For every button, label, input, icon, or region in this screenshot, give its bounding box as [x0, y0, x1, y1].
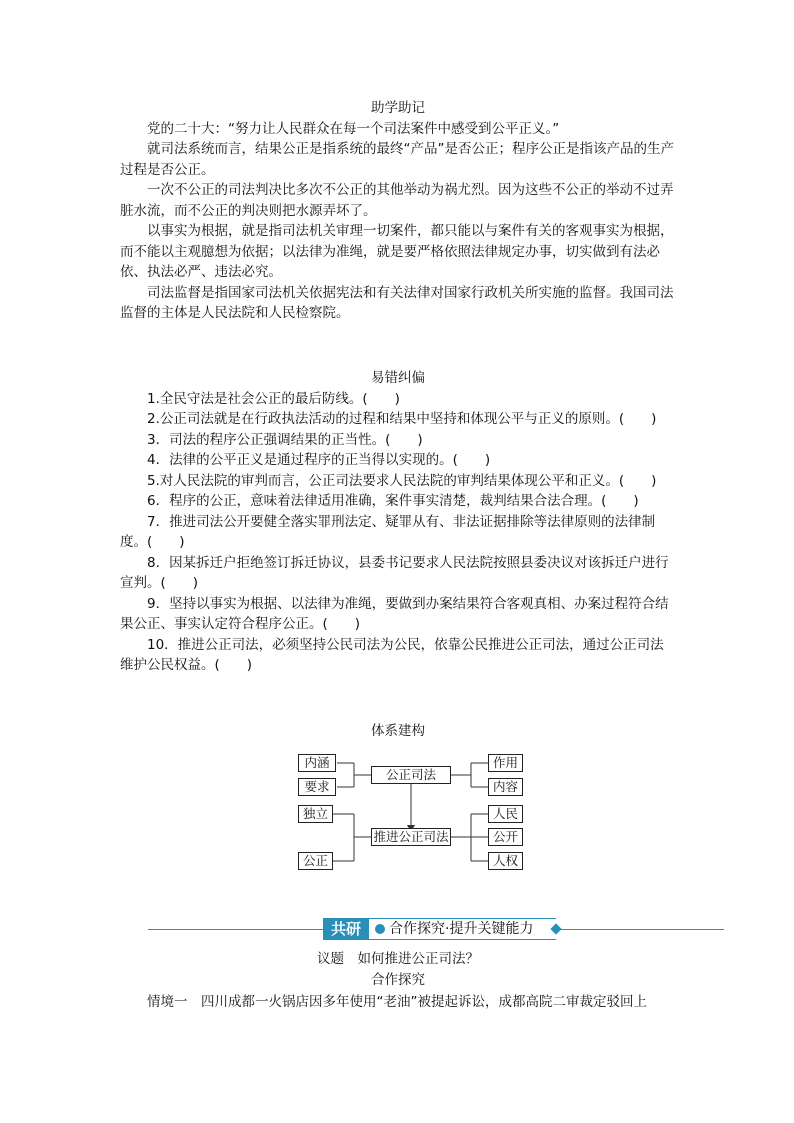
study-note-paragraph: 一次不公正的司法判决比多次不公正的其他举动为祸尤烈。因为这些不公正的举动不过弄脏水流，而不公正的判决则把水源弄坏了。 — [120, 182, 674, 219]
topic-subtitle: 合作探究 — [371, 972, 425, 988]
error-corrections-title: 易错纠偏 — [371, 370, 425, 386]
true-false-item: 1.全民守法是社会公正的最后防线。( ) — [147, 390, 400, 407]
system-map-title: 体系建构 — [371, 723, 425, 739]
true-false-item: 2.公正司法就是在行政执法活动的过程和结果中坚持和体现公平与正义的原则。( ) — [147, 411, 657, 427]
study-note-paragraph: 司法监督是指国家司法机关依据宪法和有关法律对国家行政机关所实施的监督。我国司法监督的主体是人民法院和人民检察院。 — [120, 284, 674, 321]
true-false-item: 8．因某拆迁户拒绝签订拆迁协议，县委书记要求人民法院按照县委决议对该拆迁户进行宣判。( ) — [120, 554, 669, 591]
node-left-top-1: 内涵 — [298, 754, 336, 772]
node-right-bottom-1: 人民 — [488, 805, 523, 823]
topic-title: 议题 如何推进公正司法？ — [317, 951, 479, 967]
scenario-text: 情境一 四川成都一火锅店因多年使用“老油”被提起诉讼，成都高院二审裁定驳回上 — [147, 994, 647, 1010]
study-notes-title: 助学助记 — [371, 100, 425, 116]
node-right-bottom-2: 公开 — [488, 828, 523, 846]
node-left-bottom-1: 独立 — [298, 805, 333, 823]
true-false-item: 10．推进公正司法，必须坚持公民司法为公民，依靠公民推进公正司法，通过公正司法维护公民权益。( ) — [120, 636, 664, 673]
banner-right-rule — [560, 929, 724, 930]
true-false-item: 9．坚持以事实为根据、以法律为准绳，要做到办案结果符合客观真相、办案过程符合结果公正、事实认定符合程序公正。( ) — [120, 595, 669, 632]
study-note-paragraph: 就司法系统而言，结果公正是指系统的最终“产品”是否公正；程序公正是指该产品的生产过程是否公正。 — [120, 141, 674, 178]
node-right-top-1: 作用 — [488, 754, 523, 772]
node-center-bottom: 推进公正司法 — [371, 828, 451, 846]
true-false-item: 7．推进司法公开要健全落实罪刑法定、疑罪从有、非法证据排除等法律原则的法律制度。( ) — [120, 513, 656, 550]
node-left-top-2: 要求 — [298, 778, 336, 796]
true-false-item: 5.对人民法院的审判而言，公正司法要求人民法院的审判结果体现公平和正义。( ) — [147, 472, 657, 489]
banner-tag-label: 共研 — [323, 919, 369, 939]
banner-tag-text: 合作探究·提升关键能力 — [389, 921, 534, 937]
bullet-icon — [375, 924, 385, 934]
system-map-diagram — [296, 750, 526, 875]
node-right-top-2: 内容 — [488, 778, 523, 796]
node-left-bottom-2: 公正 — [298, 852, 333, 870]
true-false-item: 4．法律的公平正义是通过程序的正当得以实现的。( ) — [147, 452, 491, 468]
study-notes-section — [120, 98, 676, 324]
true-false-item: 6．程序的公正，意味着法律适用准确，案件事实清楚，裁判结果合法合理。( ) — [147, 493, 639, 509]
study-note-paragraph: 以事实为根据，就是指司法机关审理一切案件，都只能以与案件有关的客观事实为根据，而不能以主观臆想为依据；以法律为准绳，就是要严格依照法律规定办事，切实做到有法必依、执法必严、违法必究。 — [120, 223, 674, 280]
study-note-paragraph: 党的二十大：“努力让人民群众在每一个司法案件中感受到公平正义。” — [147, 120, 560, 137]
banner-tag — [323, 918, 556, 940]
banner-left-rule — [148, 929, 323, 930]
true-false-item: 3．司法的程序公正强调结果的正当性。( ) — [147, 431, 423, 448]
section-banner — [148, 918, 724, 940]
node-center-top: 公正司法 — [371, 766, 451, 784]
error-corrections-section — [120, 368, 676, 676]
node-right-bottom-3: 人权 — [488, 852, 523, 870]
